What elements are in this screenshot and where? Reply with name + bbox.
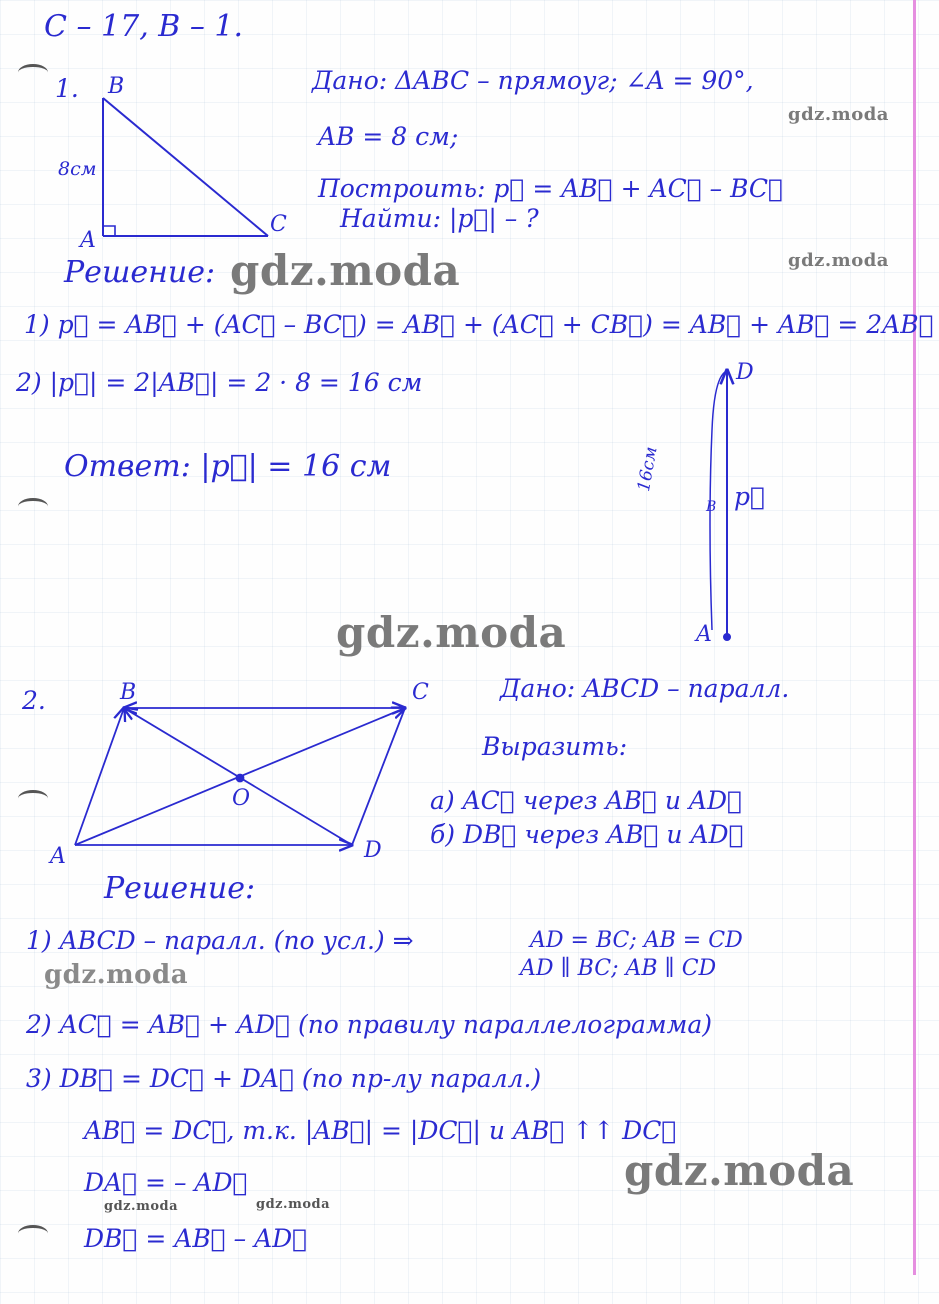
vertex-a-label: A bbox=[80, 228, 96, 253]
vertex-b-label: B bbox=[108, 74, 125, 99]
parallelogram-abcd bbox=[75, 708, 405, 845]
task1-number: 1. bbox=[55, 74, 79, 103]
task1-given-line2: AB = 8 см; bbox=[318, 122, 459, 151]
watermark: gdz.moda bbox=[788, 250, 889, 271]
task2-step1-result1: AD = BC; AB = CD bbox=[530, 928, 743, 953]
task1-find: Найти: |p⃗| – ? bbox=[340, 204, 539, 233]
task2-solution-label: Решение: bbox=[104, 871, 256, 906]
task2-express: Выразить: bbox=[482, 732, 628, 761]
task2-step1: 1) ABCD – паралл. (по усл.) ⇒ bbox=[26, 926, 414, 955]
watermark: gdz.moda bbox=[44, 960, 189, 990]
task2-number: 2. bbox=[22, 686, 46, 715]
task2-line4: AB⃗ = DC⃗, т.к. |AB⃗| = |DC⃗| и AB⃗ ↑↑ DC⃗ bbox=[84, 1116, 677, 1145]
watermark: gdz.moda bbox=[230, 246, 461, 295]
task1-given-line1: Дано: ΔABC – прямоуг; ∠A = 90°, bbox=[312, 66, 754, 95]
vector-p-label: p⃗ bbox=[734, 482, 766, 511]
watermark: gdz.moda bbox=[336, 608, 567, 657]
side-ab-label: 8см bbox=[58, 158, 97, 180]
vertex-b2-label: B bbox=[120, 680, 137, 705]
task1-construct: Построить: p⃗ = AB⃗ + AC⃗ – BC⃗ bbox=[318, 174, 784, 203]
watermark: gdz.moda bbox=[256, 1197, 331, 1212]
task2-given: Дано: ABCD – паралл. bbox=[500, 674, 790, 703]
right-triangle-abc bbox=[103, 98, 268, 236]
vector-mid-b-label: B bbox=[706, 499, 717, 515]
variant-header: С – 17, В – 1. bbox=[44, 9, 244, 44]
watermark: gdz.moda bbox=[104, 1199, 179, 1214]
task2-step2: 2) AC⃗ = AB⃗ + AD⃗ (по правилу параллелограмма) bbox=[26, 1010, 712, 1039]
watermark: gdz.moda bbox=[788, 104, 889, 125]
task1-answer: Ответ: |p⃗| = 16 см bbox=[64, 449, 392, 484]
task1-step2: 2) |p⃗| = 2|AB⃗| = 2 · 8 = 16 см bbox=[16, 368, 423, 397]
vector-length-label: 16см bbox=[634, 445, 662, 494]
vector-end-d-label: D bbox=[736, 360, 754, 385]
task2-line6: DB⃗ = AB⃗ – AD⃗ bbox=[84, 1224, 308, 1253]
task2-item-b: б) DB⃗ через AB⃗ и AD⃗ bbox=[430, 820, 744, 849]
center-o-label: O bbox=[232, 786, 251, 811]
task2-step1-result2: AD ∥ BC; AB ∥ CD bbox=[520, 956, 717, 981]
vertex-c-label: C bbox=[270, 212, 287, 237]
watermark: gdz.moda bbox=[624, 1146, 855, 1195]
vector-start-a-label: A bbox=[696, 622, 712, 647]
vertex-d2-label: D bbox=[364, 838, 382, 863]
task2-line5: DA⃗ = – AD⃗ bbox=[84, 1168, 248, 1197]
task1-solution-label: Решение: bbox=[64, 255, 216, 290]
vertex-c2-label: C bbox=[412, 680, 429, 705]
task1-step1: 1) p⃗ = AB⃗ + (AC⃗ – BC⃗) = AB⃗ + (AC⃗ + CB⃗) = AB⃗ + AB⃗ = 2AB⃗ bbox=[24, 310, 934, 339]
task2-item-a: а) AC⃗ через AB⃗ и AD⃗ bbox=[430, 786, 742, 815]
vertex-a2-label: A bbox=[50, 844, 66, 869]
task2-step3: 3) DB⃗ = DC⃗ + DA⃗ (по пр-лу паралл.) bbox=[26, 1064, 542, 1093]
